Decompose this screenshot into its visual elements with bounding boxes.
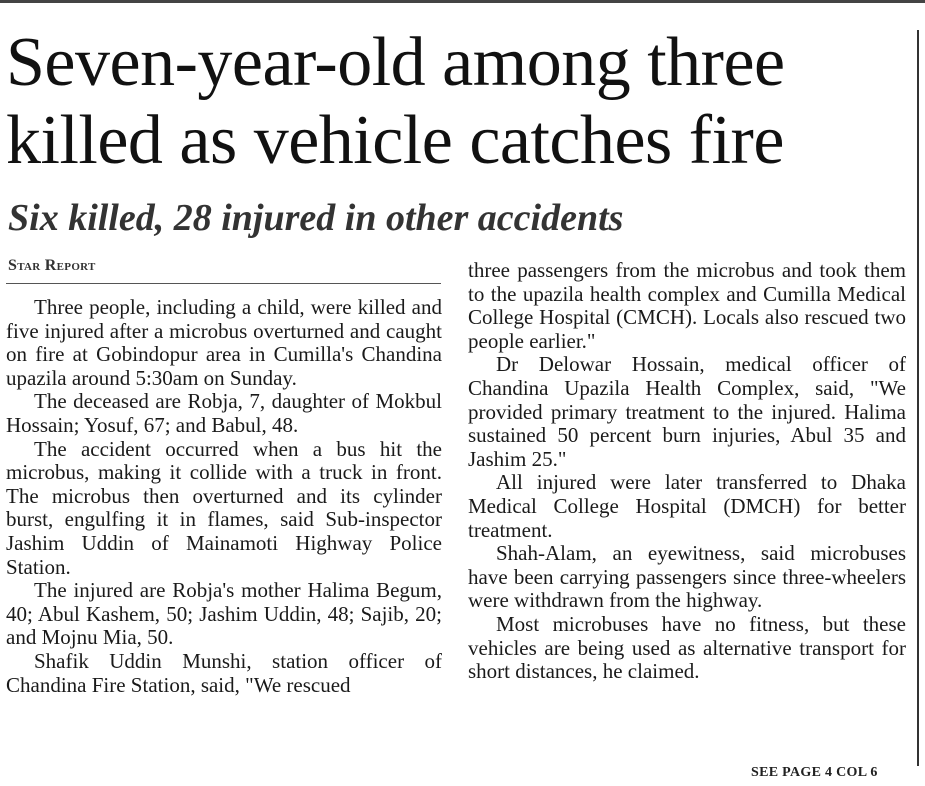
subheadline: Six killed, 28 injured in other accidents bbox=[8, 197, 624, 239]
paragraph: three passengers from the microbus and took them to the upazila health complex and Cumilla Medical College Hospital (CMCH). Locals also rescued two people earlier." bbox=[468, 258, 906, 353]
article-column-2 bbox=[468, 259, 906, 684]
paragraph: Shah-Alam, an eyewitness, said microbuses have been carrying passengers since three-wheelers were withdrawn from the highway. bbox=[468, 541, 906, 613]
paragraph: All injured were later transferred to Dhaka Medical College Hospital (DMCH) for better treatment. bbox=[468, 470, 906, 542]
paragraph: Most microbuses have no fitness, but these vehicles are being used as alternative transport for short distances, he claimed. bbox=[468, 611, 906, 684]
paragraph: The deceased are Robja, 7, daughter of Mokbul Hossain; Yosuf, 67; and Babul, 48. bbox=[6, 389, 442, 437]
headline: Seven-year-old among three killed as vehicle catches fire bbox=[6, 24, 785, 179]
byline: Star Report bbox=[8, 257, 96, 274]
column-rule bbox=[917, 30, 919, 766]
paragraph: The injured are Robja's mother Halima Begum, 40; Abul Kashem, 50; Jashim Uddin, 48; Sajib, 20; and Mojnu Mia, 50. bbox=[6, 578, 442, 650]
paragraph: The accident occurred when a bus hit the microbus, making it collide with a truck in front. The microbus then overturned and its cylinder burst, engulfing it in flames, said Sub-inspector Jashim Uddin of Mainamoti Highway Police Station. bbox=[6, 436, 442, 579]
top-rule bbox=[0, 0, 925, 3]
paragraph: Shafik Uddin Munshi, station officer of Chandina Fire Station, said, "We rescued bbox=[6, 648, 442, 697]
paragraph: Three people, including a child, were killed and five injured after a microbus overturned and caught on fire at Gobindopur area in Cumilla's Chandina upazila around 5:30am on Sunday. bbox=[6, 295, 442, 390]
byline-rule bbox=[6, 283, 441, 284]
paragraph: Dr Delowar Hossain, medical officer of Chandina Upazila Health Complex, said, "We provided primary treatment to the injured. Halima sustained 50 percent burn injuries, Abul 35 and Jashim 25." bbox=[468, 352, 906, 471]
continuation-note: SEE PAGE 4 COL 6 bbox=[751, 765, 878, 780]
article-column-1 bbox=[6, 296, 442, 697]
